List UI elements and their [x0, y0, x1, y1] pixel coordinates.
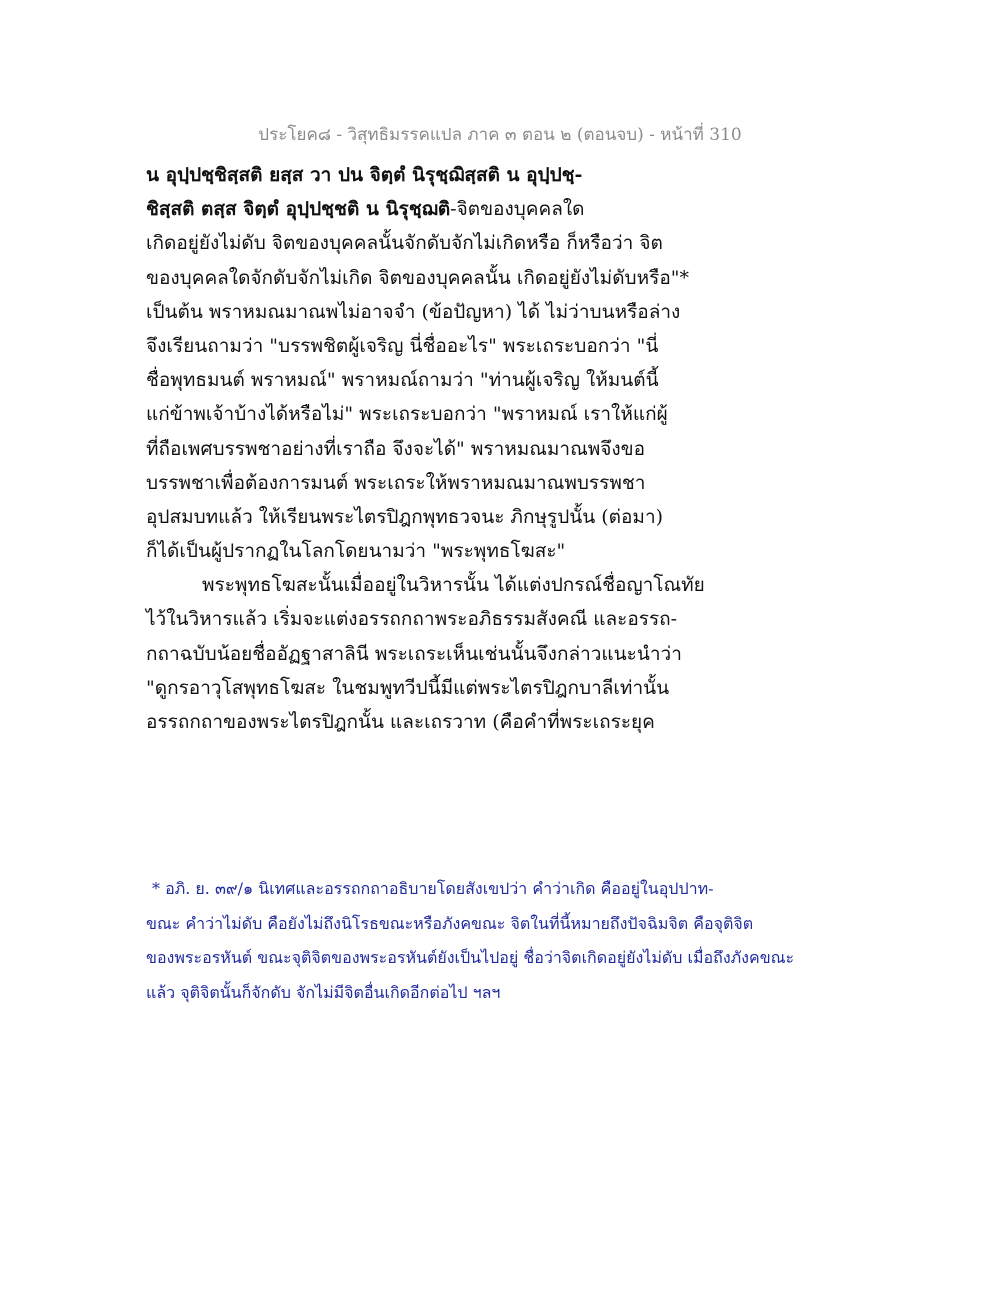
- text-line: เป็นต้น พราหมณมาณพไม่อาจจำ (ข้อปัญหา) ได้ ไม่ว่าบนหรือล่าง: [146, 300, 681, 323]
- text-line: กถาฉบับน้อยชื่ออัฏฐาสาลินี พระเถระเห็นเช่นนั้นจึงกล่าวแนะนำว่า: [146, 642, 682, 665]
- text-line: อรรถกถาของพระไตรปิฎกนั้น และเถรวาท (คือคำที่พระเถระยุค: [146, 711, 655, 733]
- text-line: ของบุคคลใดจักดับจักไม่เกิด จิตของบุคคลนั้น เกิดอยู่ยังไม่ดับหรือ"*: [146, 266, 689, 289]
- footnote-line: * อภิ. ย. ๓๙/๑ นิเทศและอรรถกถาอธิบายโดยสังเขปว่า คำว่าเกิด คืออยู่ในอุปปาท-: [152, 879, 714, 898]
- text-line-mixed: [146, 192, 876, 226]
- text-span-thai: -จิตของบุคคลใด: [450, 198, 585, 221]
- text-line: ชื่อพุทธมนต์ พราหมณ์" พราหมณ์ถามว่า "ท่านผู้เจริญ ให้มนต์นี้: [146, 369, 659, 392]
- text-line: ที่ถือเพศบรรพชาอย่างที่เราถือ จึงจะได้" พราหมณมาณพจึงขอ: [146, 437, 646, 460]
- footnote-line: แล้ว จุติจิตนั้นก็จักดับ จักไม่มีจิตอื่นเกิดอีกต่อไป ฯลฯ: [146, 982, 501, 1002]
- text-line: เกิดอยู่ยังไม่ดับ จิตของบุคคลนั้นจักดับจักไม่เกิดหรือ ก็หรือว่า จิต: [146, 232, 663, 255]
- body-text: [146, 158, 876, 739]
- text-line-pali: น อุปฺปชฺชิสฺสติ ยสฺส วา ปน จิตฺตํ นิรุชฺฌิสฺสติ น อุปฺปชฺ-: [146, 164, 583, 186]
- page-header: ประโยค๘ - วิสุทธิมรรคแปล ภาค ๓ ตอน ๒ (ตอนจบ) - หน้าที่ 310: [258, 125, 742, 145]
- paragraph-start-line: พระพุทธโฆสะนั้นเมื่ออยู่ในวิหารนั้น ได้แต่งปกรณ์ชื่อญาโณทัย: [202, 574, 705, 597]
- text-line: อุปสมบทแล้ว ให้เรียนพระไตรปิฎกพุทธวจนะ ภิกษุรูปนั้น (ต่อมา): [146, 505, 664, 528]
- text-line: แก่ข้าพเจ้าบ้างได้หรือไม่" พระเถระบอกว่า "พราหมณ์ เราให้แก่ผู้: [146, 403, 668, 426]
- footnote: [146, 872, 876, 1010]
- text-line: "ดูกรอาวุโสพุทธโฆสะ ในชมพูทวีปนี้มีแต่พระไตรปิฎกบาลีเท่านั้น: [146, 676, 670, 699]
- text-line: ไว้ในวิหารแล้ว เริ่มจะแต่งอรรถกถาพระอภิธรรมสังคณี และอรรถ-: [146, 608, 678, 631]
- footnote-line: ของพระอรหันต์ ขณะจุติจิตของพระอรหันต์ยังเป็นไปอยู่ ชื่อว่าจิตเกิดอยู่ยังไม่ดับ เมื่อถึงภังคขณะ: [146, 948, 795, 967]
- text-span-pali: ชิสฺสติ ตสฺส จิตฺตํ อุปฺปชฺชติ น นิรุชฺฌติ: [146, 198, 451, 221]
- footnote-line: ขณะ คำว่าไม่ดับ คือยังไม่ถึงนิโรธขณะหรือภังคขณะ จิตในที่นี้หมายถึงปัจฉิมจิต คือจุติจิต: [146, 913, 754, 933]
- text-line: ก็ได้เป็นผู้ปรากฏในโลกโดยนามว่า "พระพุทธโฆสะ": [146, 540, 566, 563]
- text-line: บรรพชาเพื่อต้องการมนต์ พระเถระให้พราหมณมาณพบรรพชา: [146, 471, 646, 494]
- text-line: จึงเรียนถามว่า "บรรพชิตผู้เจริญ นี่ชื่ออะไร" พระเถระบอกว่า "นี่: [146, 334, 659, 357]
